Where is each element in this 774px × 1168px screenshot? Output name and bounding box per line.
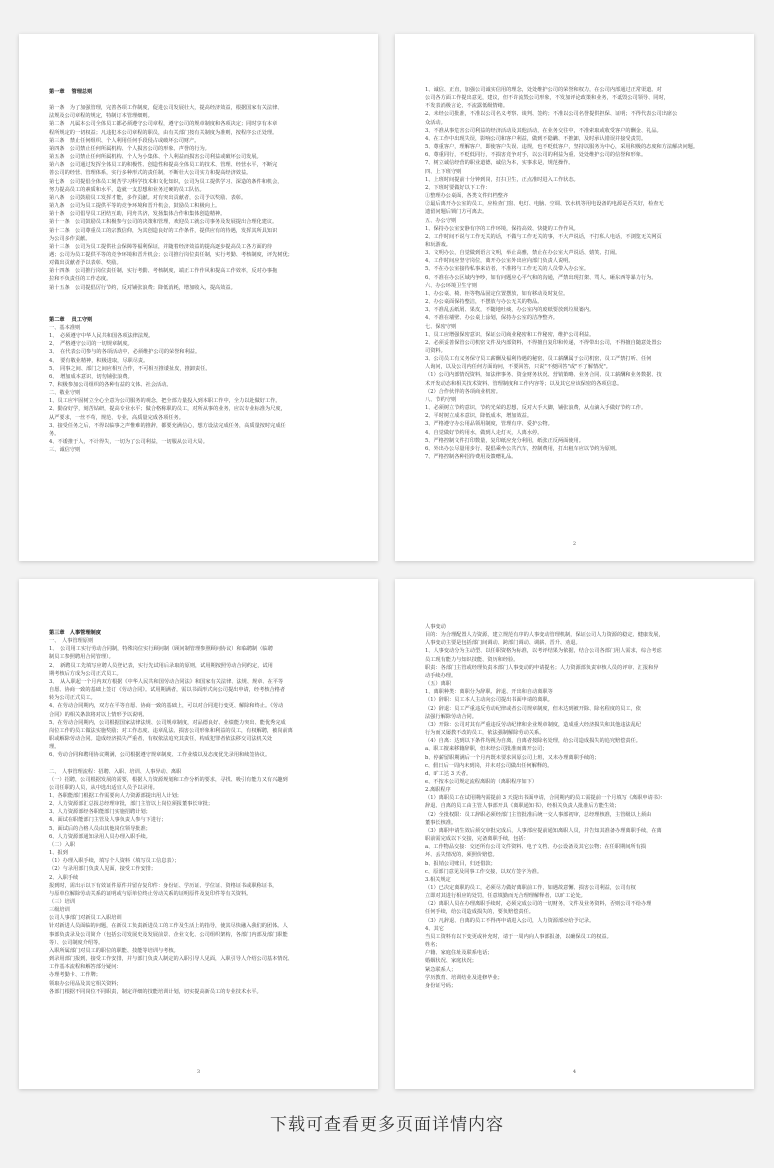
- text-line: 二、 人事管理流程：招聘、入职、培训、人事异动、离职: [49, 768, 182, 775]
- text-line: 公司任职的人员，从中选出适宜人员予以录用。: [49, 784, 158, 791]
- text-line: 6、不准在办公区域内争吵，如有问题应心平气和的沟通，严禁出现打架、骂人、砸东西等暴力行为。: [425, 274, 657, 281]
- text-line: （4）自离：达到以下条件均视为自离，自离者按除名处理，给公司造成损失的追究赔偿责任。: [425, 738, 641, 745]
- text-line: （2）合作伙伴的各项商业机密。: [425, 388, 501, 395]
- text-line: 转为公司正式员工。: [49, 695, 96, 702]
- text-line: 1、保持办公室安静有序的工作环境，保持高效、快捷的工作作风。: [425, 225, 579, 232]
- text-line: 1、必须树立节约意识，节约光荣的思想，反对大手大脚，铺张浪费，从点滴入手做好节约工作。: [425, 405, 647, 412]
- text-line: 4、在劳动合同期内，双方在平等自愿、协商一致的基础上，可以对合同进行变更、解除和终止。《劳动: [49, 703, 284, 710]
- text-line: 拉和不负责任的工作态度。: [49, 276, 112, 283]
- text-line: 目的：为合理配置人力资源，建立规范有序的人事变动管理机制，保证公司人力资源的稳定、健康发展，: [425, 632, 664, 639]
- text-line: （1）办理入职手续，填写个人资料（填写员工信息表）；: [49, 858, 180, 865]
- text-line: 第六条 公司通过发挥全体员工的积极性、创造性和提高全体员工的技术、管理、经营水平，不断完: [49, 162, 278, 169]
- text-line: 3、接受任务之后，不得以临事之声惟难的推辞，都要充满信心，想方设法完成任务，高质量按时完成任: [49, 422, 286, 429]
- text-line: 1、报到: [49, 850, 68, 857]
- text-line: 2、平时树立成本意识，降低成本，增加效益。: [425, 413, 533, 420]
- text-line: 任何手续，给公司造成损失的，要负赔偿责任。: [425, 909, 534, 916]
- text-line: 当员工资料有以下变更或补充时，请于一周内向人事部报备，以确保员工的权益。: [425, 933, 612, 940]
- text-line: 公司人事部门对新员工入职培训: [49, 915, 122, 922]
- text-line: （1）辞职：员工本人主动向公司提出书面申请的离职。: [425, 697, 553, 704]
- text-line: 3、不准从事危害公司利益的经济活动及其他活动，在业务交往中，不准索取或收受客户的酬金、礼品。: [425, 127, 662, 134]
- text-line: c、原部门意见及同事工作交接，以双方签字为准。: [425, 868, 543, 875]
- text-line: （3）凡辞退、自离的员工不得再申请进入公司，人力资源部应给予记录。: [425, 917, 595, 924]
- text-line: 职或解除劳动合同。造成经济损失严重者，有权依法追究其责任，构成犯罪者依法移交司法机关处: [49, 736, 273, 743]
- text-line: （1）公司内部情况资料，如法律事务、资金财务状况、营销策略、业务合同、员工薪酬和业务数据、技: [425, 372, 662, 379]
- text-line: b、报销公司账目，归还借款；: [425, 860, 496, 867]
- document-page-2: [395, 34, 754, 561]
- text-line: 5、尊重客户，理解客户，即使客户失误、违规，也不贬低客户，坚持以服务为中心，采用积极的态度和方法解决问题。: [425, 144, 699, 151]
- page-number: 4: [572, 1069, 577, 1075]
- text-line: 4、自觉做好节约用水，做到人走灯灭，人离水停。: [425, 429, 543, 436]
- text-line: 1、人事变动分为主动型、以任职资格为标准，以考评结果为依据，结合公司各部门用人需求，综合考虑: [425, 648, 662, 655]
- document-page-1: [19, 34, 378, 561]
- text-line: 合同》的相关条款将对以上情形予以说明。: [49, 711, 148, 718]
- text-line: 第十四条 公司推行岗位责任制，实行考勤、考核制度，端正工作作风和提高工作效率，反对办事拖: [49, 268, 278, 275]
- text-line: 1、上班时间提前十分钟到岗，打扫卫生，正点准时进入工作状态。: [425, 176, 579, 183]
- text-line: 理。: [49, 744, 60, 751]
- text-line: （3）开除：公司对其有严重违反劳动纪律和企业规章制度，造成重大经济损失和其他违法乱纪: [425, 721, 641, 728]
- text-line: 坏、丢失情况的，须照价赔偿。: [425, 852, 498, 859]
- text-line: 期考核后方成为公司正式员工。: [49, 670, 122, 677]
- text-line: 努力提高员工的素质和水平，造就一支思想和业务过硬的员工队伍。: [49, 186, 205, 193]
- text-line: 5、面试后的合格人员由其他岗位领导批准；: [49, 825, 151, 832]
- text-line: 入职所属部门对员工的职位的职能、技能等培训与考核。: [49, 947, 179, 954]
- text-line: 遗留问题后锁门方可离去。: [425, 209, 488, 216]
- text-line: 2.离职程序: [425, 787, 451, 794]
- text-line: （2）与录用部门负责人见面，接受工作安排；: [49, 866, 157, 873]
- text-line: 工作基本流程和解答部分疑问：: [49, 964, 122, 971]
- text-line: 一、 人事管理原则: [49, 638, 94, 645]
- text-line: 2、 严格遵守公司的一切规章制度。: [49, 341, 133, 348]
- text-line: [49, 621, 356, 629]
- text-line: 二、敬业守则: [49, 390, 81, 397]
- text-line: 5、在劳动合同期内，公司根据国家法律法规、公司规章制度，对品德良好、业绩能力突出、能优秀完成: [49, 719, 286, 726]
- text-line: 八、节约守则: [425, 396, 457, 403]
- text-line: 第一条 为了加强管理，完善各项工作制度，促进公司发展壮大，提高经济效益，根据国家有关法律、: [49, 105, 283, 112]
- text-line: 五、办公守则: [425, 217, 457, 224]
- text-line: 3、 在代表公司参与的各项活动中，必须维护公司的荣誉和利益。: [49, 349, 201, 356]
- text-line: 第十二条 公司尊重员工的宗教信仰，为其创造良好的工作条件，提供应有的待遇，发挥其所具知识: [49, 227, 278, 234]
- text-line: 4、面试在职能部门主管及人事负责人参与下进行；: [49, 817, 167, 824]
- text-line: 6、 增加成本意识，切勿铺张浪费。: [49, 373, 133, 380]
- text-line: 一、基本准则: [49, 324, 81, 331]
- text-line: 2、勤奋好学，刻苦钻研，提高专业水平；做合格称职的员工，对所从事的业务，应以专业标准为尺度，: [49, 406, 286, 413]
- text-line: [425, 615, 732, 623]
- text-line: （2）全批权限：员工辞职必须经部门主管批准后统一交人事部初审，总经理核准，主管级以上须由: [425, 811, 652, 818]
- text-line: 4、工作时间应坚守岗位，离开办公室外出应向部门负责人说明。: [425, 258, 574, 265]
- text-line: 六、办公环境卫生守则: [425, 282, 477, 289]
- text-line: [49, 96, 356, 104]
- text-line: 5、严格控制文件打印数量，复印纸应充分利用，纸张正反两面使用。: [425, 437, 584, 444]
- text-line: 户籍、家庭住址及联系电话；: [425, 950, 493, 957]
- text-line: 办理考勤卡、工作牌；: [49, 972, 101, 979]
- text-line: 4、其它: [425, 925, 444, 932]
- text-line: 第五条 公司禁止任何所属机构、个人为小集体、个人利益而损害公司利益或破坏公司发展。: [49, 154, 262, 161]
- text-line: 辞退、自离的员工由主管人事部开具《离职通知书》，经相关负责人批准后方能生效；: [425, 803, 620, 810]
- text-line: 第三条 禁止任何组织、个人利用任何手段侵占或破坏公司财产。: [49, 137, 200, 144]
- text-line: 立即对其进行相应的处罚，任意填勤而无合理理解释者，以旷工论处。: [425, 893, 586, 900]
- text-line: 7、树立诚信经营的职业道德，诚信为本，实事求是，规范操作。: [425, 160, 574, 167]
- text-line: 第二条 凡属本公司全体员工都必须遵守公司章程，遵守公司的规章制度和各项决定；同时享有本章: [49, 121, 278, 128]
- document-page-4: [395, 579, 754, 1089]
- text-line: ②最后离开办公室的员工，应检查门窗、电灯、电脑、空调、饮水机等用电设备的电源是否关好，检查无: [425, 201, 664, 208]
- text-line: 6、劳动合同和聘用协议期满，公司根据遵守规章制度、工作业绩以及态度优先录用和续签协议。: [49, 752, 271, 759]
- text-line: 1、各职能部门根据工作需要向人力资源部提出用人计划；: [49, 792, 182, 799]
- text-line: 岗位工作的员工做法实施奖励；对工作态度、违章乱法、损害公司形象和利益的员工，有权解聘，被岗前离: [49, 727, 293, 734]
- text-line: （2）离职人员在办理离职手续时，必须完成公司的一切财务，文件及业务资料，否则公司不给办理: [425, 901, 652, 908]
- text-line: （三）培训: [49, 899, 75, 905]
- page-content: [49, 621, 356, 996]
- text-line: 四、上下班守则: [425, 168, 462, 175]
- text-line: 4、不准在墙壁、办公桌上涂划，保持办公室的洁净整齐。: [425, 315, 558, 322]
- text-line: 动手续办理。: [425, 672, 457, 679]
- text-line: 1、 公司用工实行劳动合同制，特殊岗位实行顾问制（顾问制管理参照顾问协议）和临聘制（临聘: [49, 646, 273, 653]
- text-line: 第八条 公司鼓励员工发挥才能，多作贡献。对有突出贡献者，公司予以奖励、表彰。: [49, 194, 247, 201]
- text-line: 为公司多作贡献。: [49, 235, 91, 242]
- download-more-prompt[interactable]: 下载可查看更多页面详情内容: [270, 1115, 504, 1135]
- text-line: 2、办公桌面保持整洁，不摆放与办公无关的物品。: [425, 299, 543, 306]
- text-line: 自愿、协商一致的基础上签订《劳动合同》。试用期满者，需以书面形式向公司提出申请，经考核合格者: [49, 687, 286, 694]
- text-line: 司资料。: [425, 348, 446, 354]
- text-line: 2、 新聘员工先填写应聘人员登记表，实行先试用后录取的原则，试用期按照劳动合同约定，试用: [49, 662, 273, 669]
- text-line: 职前需完成以下交接，完备离职手续，包括：: [425, 836, 529, 843]
- text-line: d、旷工达 3 天者。: [425, 770, 472, 777]
- text-line: （3）离职申请生效后须交审批完成后，人事部应提前通知离职人员，并告知其准备办理离职手续，在离: [425, 827, 662, 834]
- text-line: a、工作物品交接：交还所有公司文件资料、电子文档、办公设备及其它公物；在任职期间所有损: [425, 844, 646, 851]
- document-page-3: [19, 579, 378, 1089]
- text-line: 对做出贡献者予以表彰、奖励。: [49, 260, 122, 267]
- text-line: 等）、公司制度介绍等。: [49, 939, 104, 946]
- text-line: 第十一条 公司鼓励员工积极参与公司的决策和管理，欢迎员工就公司事务及发展提出合理化建议。: [49, 219, 278, 226]
- text-line: 程所规定的一切权益；凡违犯本公司章程的职员，由有关部门按有关制度为准则，按程序公正处理。: [49, 129, 278, 136]
- text-line: 第七条 公司提倡全体员工刻苦学习科学技术和文化知识，公司为员工提供学习、深造的条件和机会，: [49, 178, 283, 185]
- text-line: 身份证号码；: [425, 982, 457, 989]
- text-line: 和玩游戏。: [425, 241, 451, 248]
- text-line: 3.相关规定: [425, 876, 451, 883]
- text-line: 行为而又屡教不改的员工，依法强制解除劳动关系。: [425, 730, 545, 737]
- text-line: （五）离职: [425, 681, 451, 688]
- text-line: 2、工作时间不说与工作无关的话，不做与工作无关的事，不大声说话，不打私人电话，不浏览无关网页: [425, 233, 662, 240]
- text-line: b、停薪留职期满后一个月内既未要求回原公司上班，又未办理离职手续的；: [425, 754, 600, 761]
- text-line: 人事变动: [425, 624, 446, 630]
- text-line: 报到时，需出示以下有效证件原件并留存复印件：身份证、学历证、学位证、资格证书或职称证书，: [49, 882, 278, 889]
- text-line: 三级培训: [49, 907, 70, 914]
- text-line: 2、下班时要做好以下工作：: [425, 184, 491, 191]
- text-line: 紧急联系人；: [425, 966, 457, 973]
- text-line: 婚姻状况、家庭状况；: [425, 958, 477, 965]
- text-line: [49, 292, 356, 300]
- text-line: 人询问，以及公司内任何方面询问，不要回答，只说"不便回答"或"不了解情况"。: [425, 364, 611, 371]
- text-line: 2、未经公司批准，不准以公司名义考察、谈判、签约；不准以公司名誉提供担保、证明；不得代表公司出席公: [425, 111, 678, 118]
- text-line: 务。: [49, 430, 60, 437]
- text-line: 3、文明办公，自觉做到语言文明，举止高雅，禁止在办公室大声说话、嬉笑、打闹。: [425, 250, 621, 257]
- text-line: （2）辞退：员工严重违反劳动纪律或者公司规章制度，但未达到被开除、除名程度的员工，依: [425, 705, 641, 712]
- text-line: 2、入职手续: [49, 874, 79, 881]
- text-line: 针对新进人员面临的问题，在新员工负责新进员工的工作及生活上的指导，使其尽快融入我们的团体。人: [49, 923, 288, 930]
- text-line: 姓名；: [425, 942, 441, 949]
- text-line: 3、严格遵守办公用品领用制度，管理有序、爱护公物。: [425, 421, 553, 428]
- text-line: 2、必须妥善保管公司机密文件及内部资料，不得擅自复印和传递，不得带出公司，不得擅自随意处置公: [425, 339, 662, 346]
- text-line: 6、尊重同行，不贬低同行，不损害竞争对手，以公司的利益为重、处处维护公司的信誉和形象。: [425, 152, 647, 159]
- text-line: （1）离职员工在试用期内需提前 3 天提出书面申请，合同期内的员工需提前一个月填写《离职申请书》：: [425, 795, 666, 802]
- text-line: 4、不诿推于人，不计得失，一切为了公司利益，一切服从公司大局。: [49, 439, 208, 446]
- text-line: 众活动。: [425, 119, 446, 126]
- text-line: 职责：各部门主管或经理负责本部门人事变动的申请提名；人力资源部负责审核人员的评审、汇报和异: [425, 664, 659, 671]
- text-line: 1、离职种类：离职分为辞职、辞退、开出和自动离职等: [425, 689, 553, 696]
- text-line: 第十三条 公司为员工提供社会保障等福利保证，并随着经济效益的提高逐步提高员工各方面的待: [49, 243, 273, 250]
- text-line: 3、不准乱丢纸屑、果皮，不随地吐痰，办公室内的废纸要放到垃圾篓内。: [425, 307, 595, 314]
- text-line: 4、在工作中出现失误，影响公司和客户利益，做到不隐瞒、不推卸，及时承认错误并接受责罚。: [425, 135, 647, 142]
- text-line: 制员工参照聘用合同管理）。: [49, 654, 114, 661]
- text-line: 领取办公用品及其它相关资料；: [49, 980, 122, 987]
- text-line: 到录用部门报到，接受工作安排，并与部门负责人制定的入职引导人见面，入职引导人介绍公司基本情况、: [49, 956, 293, 963]
- text-line: 七、保密守则: [425, 323, 457, 330]
- text-line: 6、人力资源部通知录用人员办理入职手续。: [49, 833, 151, 840]
- text-line: 员工现有能力与知识技能、资历和经验。: [425, 656, 519, 663]
- text-line: 遇；公司为员工提供平等的竞争环境和晋升机会；公司推行岗位责任制，实行考勤、考核制度，评先树优；: [49, 251, 293, 258]
- text-line: 5、不在办公室接待私事来访者，不准将与工作无关的人员带入办公室。: [425, 266, 590, 273]
- text-line: 第四条 公司禁止任何所属机构、个人损害公司的形象、声誉的行为。: [49, 145, 210, 152]
- section-heading: 第一章 管理总则: [49, 89, 93, 95]
- text-line: 第十条 公司倡导员工团结互助，同舟共济，发扬集体合作和集体创造精神。: [49, 211, 226, 218]
- text-line: 术开发动态和相关技术资料、管理制度和工作内容等；以及其它应该保密的各项信息。: [425, 380, 623, 387]
- text-line: 4、 要有敬业精神，积极进取，尽职尽责。: [49, 357, 149, 364]
- text-line: 7、积极参加公司组织的各种有益的文体、社会活动。: [49, 382, 172, 388]
- text-line: 1、 必须遵守中华人民共和国各项法律法规。: [49, 333, 154, 340]
- section-heading: 第二章 员工守则: [49, 316, 93, 323]
- text-line: 与原单位解除劳动关系的证明或与原单位终止劳动关系的证明原件及复印件等有关资料。: [49, 890, 252, 897]
- text-line: [49, 308, 356, 316]
- text-line: 6、外出办公尽量用步行、提倡乘坐公共汽车，控制费用，打出租车应以节约为原则。: [425, 445, 621, 452]
- text-line: 第九条 公司为员工提供平等的竞争环境和晋升机会，鼓励员工积极向上。: [49, 203, 221, 210]
- text-line: 1、员工应牢固树立全心全意为公司服务的观念，把全部力量投入到本职工作中，全力以赴做好工作。: [49, 398, 281, 405]
- text-line: c、假日后一周内未到岗，并未对公司做出任何解释的。: [425, 762, 553, 769]
- text-line: e、不按本公司规定流程离职的（离职程序如下）: [425, 778, 538, 785]
- text-line: 事部负责录及公司简介（包括公司发展史及发展前景、企业文化、公司组织架构，各部门内部及部门职能: [49, 931, 288, 938]
- text-line: 学历教育、培训结业及进修毕业；: [425, 974, 503, 981]
- text-line: （二）入职: [49, 841, 75, 848]
- text-line: 从严要求，一丝不苟，规范、专业，高质量完成各项任务。: [49, 414, 184, 421]
- text-line: 第十五条 公司提倡厉行节约，反对铺张浪费；降低消耗，增加收入，提高效益。: [49, 284, 236, 291]
- text-line: 5、 同事之间、部门之间应相互合作，不可相互推诿扯皮，推卸责任。: [49, 365, 211, 372]
- text-line: 7、严格控制各种招待费用及馈赠礼品。: [425, 454, 517, 461]
- text-line: 1、员工应增强保密意识，保证公司商业秘密和工作秘密，维护公司利益。: [425, 331, 595, 338]
- text-line: 3、公司员工有义务保守员工薪酬及福利待遇的秘密，员工薪酬属于公司机密，员工严禁打听、任何: [425, 356, 652, 363]
- text-line: 公司各方面工作提出意见，建议，但不许流毁公司形象，不发加评论政策和业务，不诋毁公司领导、同时，: [425, 95, 669, 102]
- page-content: [425, 615, 732, 990]
- text-line: 法强行解除劳动合同。: [425, 713, 477, 720]
- text-line: 法规及公司章程的规定，特制订本管理细则。: [49, 113, 153, 120]
- page-content: [425, 86, 732, 461]
- page-number: 3: [196, 1069, 201, 1075]
- section-heading: 第三章 人事管理制度: [49, 630, 101, 636]
- page-content: [49, 88, 356, 454]
- page-number: 2: [572, 541, 577, 547]
- text-line: 3、人力资源部经各职能部门实施招聘计划；: [49, 809, 151, 816]
- text-line: [49, 760, 356, 768]
- text-line: 董事长核准。: [425, 819, 457, 826]
- text-line: 各部门根据不同岗位不同职责，制定详细的技能培训计划，切实提高新员工的专业技术水平。: [49, 988, 262, 995]
- text-line: 三、诚信守则: [49, 447, 81, 454]
- text-line: 善公司的经营、管理体系，实行多种形式的责任制，不断壮大公司实力和提高经济效益。: [49, 170, 252, 177]
- text-line: [49, 300, 356, 308]
- text-line: （1）已决定离职的员工，必须尽力做好离职前工作，如遇故意懈、损害公司利益，公司有权: [425, 885, 636, 891]
- text-line: 3、 从入职起一个月内双方根据《中华人民共和国劳动合同法》和国家有关法律、法规、规章、在平等: [49, 678, 284, 685]
- text-line: ①整理办公桌面，各类文件归档整齐: [425, 193, 509, 200]
- text-line: 人事变动主要是包括部门间调动、跨部门调动、调薪、晋升、劝退。: [425, 640, 581, 647]
- text-line: （一）招聘，公司根据发展的需要，根据人力资源规划和工作分析的要求，寻找、吸引有能力又有兴趣到: [49, 776, 288, 783]
- text-line: a、职工擅来移籍辞职，但未经公司批准而离开公司；: [425, 746, 548, 753]
- text-line: 不发表消极言论，不流露低级情绪。: [425, 103, 509, 110]
- text-line: 2、人力资源部汇总报总经理审批，部门主管以上岗位须报董事长审批；: [49, 801, 214, 808]
- text-line: 1、诚信、正直，加强公司诚实信用的理念，处处维护公司的荣誉和权力，在公司内部通过正常渠道。对: [425, 87, 662, 93]
- text-line: 1、办公桌、椅、柜等物品固定位置摆放，如有移动及时复位。: [425, 290, 569, 297]
